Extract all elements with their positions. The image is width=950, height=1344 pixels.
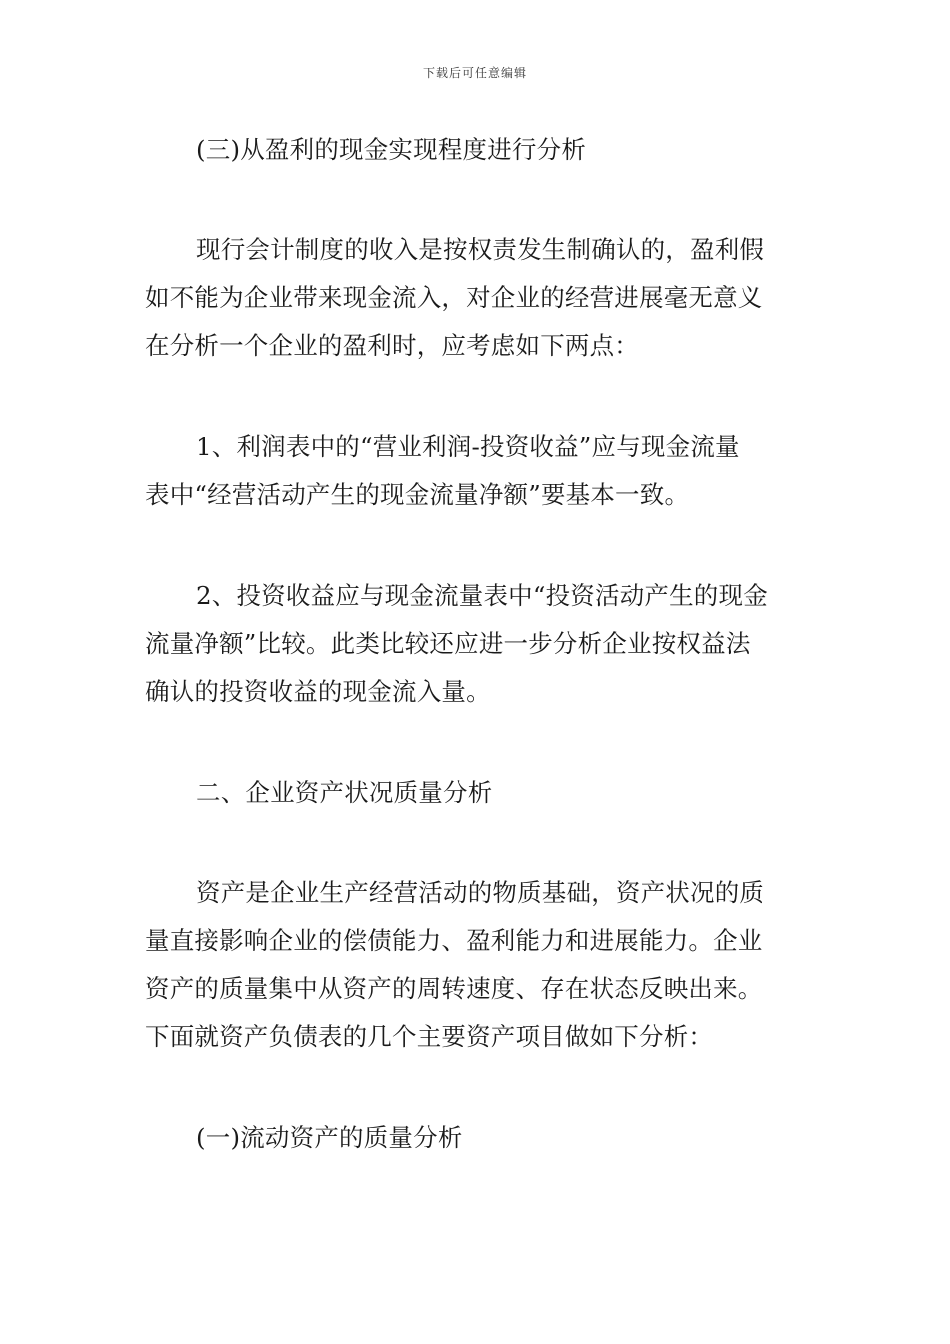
paragraph-line: 确认的投资收益的现金流入量。 — [145, 677, 491, 706]
list-item-1 — [145, 423, 810, 519]
subsection-heading-3: (三)从盈利的现金实现程度进行分析 — [196, 135, 587, 164]
paragraph-line: 2、投资收益应与现金流量表中“投资活动产生的现金 — [196, 581, 768, 610]
subsection-heading-1: (一)流动资产的质量分析 — [196, 1123, 463, 1152]
paragraph-line: 资产是企业生产经营活动的物质基础，资产状况的质 — [196, 878, 765, 907]
paragraph-line: 在分析一个企业的盈利时，应考虑如下两点： — [145, 331, 639, 360]
paragraph-line: 如不能为企业带来现金流入，对企业的经营进展毫无意义 — [145, 283, 763, 312]
list-item-2 — [145, 572, 810, 716]
paragraph-line: 量直接影响企业的偿债能力、盈利能力和进展能力。企业 — [145, 926, 763, 955]
page-header-note: 下载后可任意编辑 — [422, 66, 527, 80]
paragraph-line: 表中“经营活动产生的现金流量净额”要基本一致。 — [145, 480, 690, 509]
paragraph-asset-quality — [145, 869, 810, 1061]
paragraph-line: 下面就资产负债表的几个主要资产项目做如下分析： — [145, 1022, 714, 1051]
paragraph-cash-realization — [145, 226, 810, 370]
section-heading-2: 二、企业资产状况质量分析 — [196, 778, 493, 807]
paragraph-line: 资产的质量集中从资产的周转速度、存在状态反映出来。 — [145, 974, 763, 1003]
document-body — [145, 126, 810, 1162]
paragraph-line: 现行会计制度的收入是按权责发生制确认的，盈利假 — [196, 235, 765, 264]
paragraph-line: 流量净额”比较。此类比较还应进一步分析企业按权益法 — [145, 629, 751, 658]
paragraph-line: 1、利润表中的“营业利润-投资收益”应与现金流量 — [196, 432, 740, 461]
